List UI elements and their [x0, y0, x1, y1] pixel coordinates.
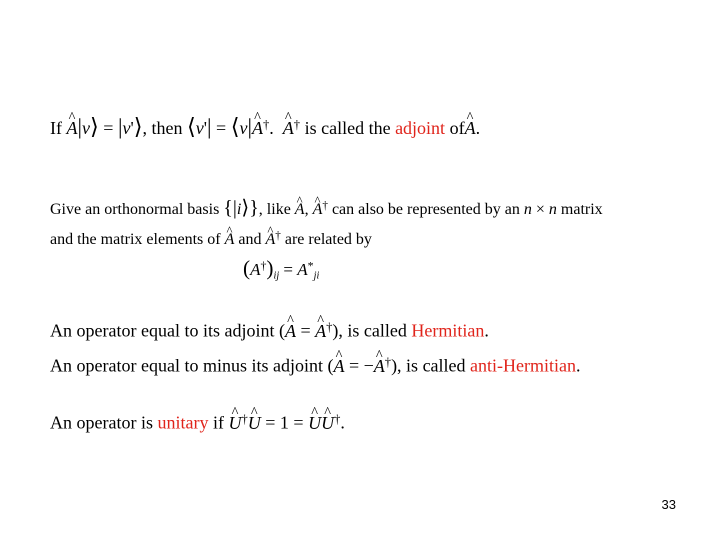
unitary-text: An operator is	[50, 412, 153, 433]
hermitian-term: Hermitian	[411, 320, 485, 341]
like-text: , like	[258, 201, 291, 218]
hermitian-period: .	[484, 320, 489, 341]
adjoint-definition-line: If ^ A|v⟩ = |v'⟩, then ⟨v'| = ⟨v|^ A†. ^ A† is called the adjoint of^ A.	[50, 114, 480, 140]
of-text: of	[449, 118, 465, 138]
page-number: 33	[661, 497, 676, 512]
related-text: are related by	[284, 231, 372, 249]
is-called-text: is called the	[304, 118, 391, 138]
matrix-elements-line: and the matrix elements of ^ A and ^ A† are related by	[50, 230, 372, 249]
anti-hermitian-period: .	[576, 355, 581, 376]
adjoint-term: adjoint	[395, 118, 446, 138]
if-text: If	[50, 118, 62, 138]
and-text: and	[238, 231, 262, 249]
hermitian-text: An operator equal to its adjoint (	[50, 320, 285, 341]
unitary-line: An operator is unitary if ^ U†^ U = 1 = ^ U^ U†.	[50, 412, 345, 434]
unitary-if-text: if	[212, 412, 224, 433]
matrix-text: matrix	[560, 201, 603, 218]
represented-text: can also be represented by an	[331, 201, 520, 218]
orthonormal-basis-line: Give an orthonormal basis {|i⟩}, like ^ A, ^ A† can also be represented by an n × n matrix	[50, 195, 603, 220]
give-basis-text: Give an orthonormal basis	[50, 201, 220, 218]
hermitian-line: An operator equal to its adjoint (^ A = ^ A†), is called Hermitian.	[50, 320, 489, 342]
adjoint-matrix-equation: $(A^\dagger)_{ij} = A^*_{ji}$	[243, 256, 320, 282]
unitary-term: unitary	[157, 412, 209, 433]
then-text: , then	[142, 118, 183, 138]
anti-hermitian-text: An operator equal to minus its adjoint (	[50, 355, 334, 376]
matrix-elements-text: and the matrix elements of	[50, 231, 221, 249]
anti-hermitian-called-text: ), is called	[391, 355, 466, 376]
anti-hermitian-line: An operator equal to minus its adjoint (^ A = −^ A†), is called anti-Hermitian.	[50, 355, 581, 377]
anti-hermitian-term: anti-Hermitian	[470, 355, 577, 376]
hermitian-called-text: ), is called	[332, 320, 407, 341]
